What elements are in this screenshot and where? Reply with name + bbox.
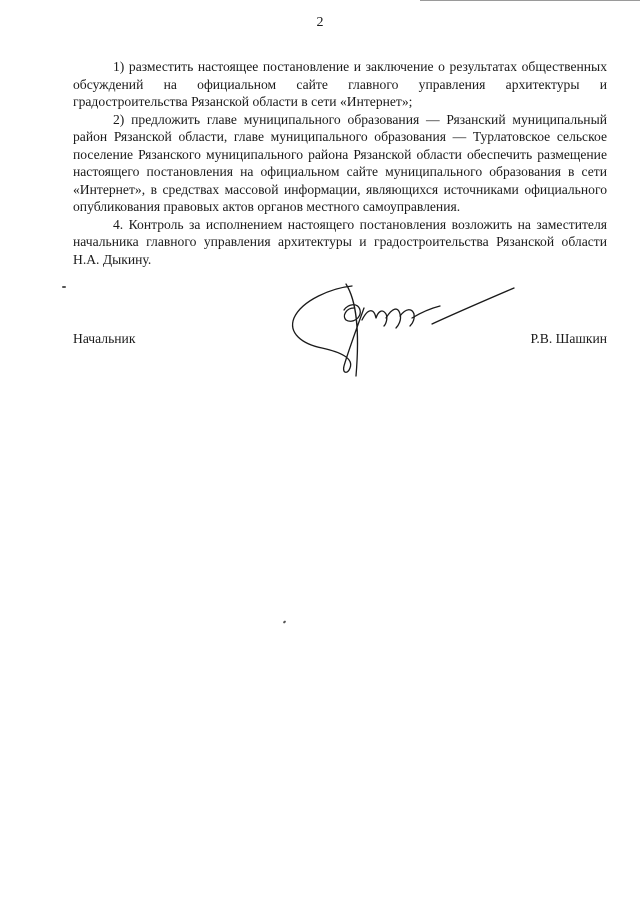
signer-name: Р.В. Шашкин [530,331,607,346]
scan-speck [283,620,287,623]
handwritten-signature [282,278,522,378]
paragraph-4: 4. Контроль за исполнением настоящего постановления возложить на заместителя начальника главного управления архитектуры и градостроительства Рязанской области Н.А. Дыкину. [73,216,607,267]
signer-title: Начальник [73,331,136,346]
top-edge-rule [420,0,640,1]
paragraph-2: 2) предложить главе муниципального образования — Рязанский муниципальный район Рязанской области, главе муниципального образования — Турлатовское сельское поселение Рязанского муниципального района Рязанской области обеспечить размещение настоящего постановления на официальном сайте муниципального образования в сети «Интернет», в средствах массовой информации, являющихся источниками официального опубликования правовых актов органов местного самоуправления. [73,111,607,214]
signature-block [73,330,607,350]
paragraph-1: 1) разместить настоящее постановление и заключение о результатах общественных обсуждений на официальном сайте главного управления архитектуры и градостроительства Рязанской области в сети «Интернет»; [73,59,607,109]
page-number: 2 [316,15,324,30]
document-body [73,58,607,268]
scan-speck [62,286,66,288]
